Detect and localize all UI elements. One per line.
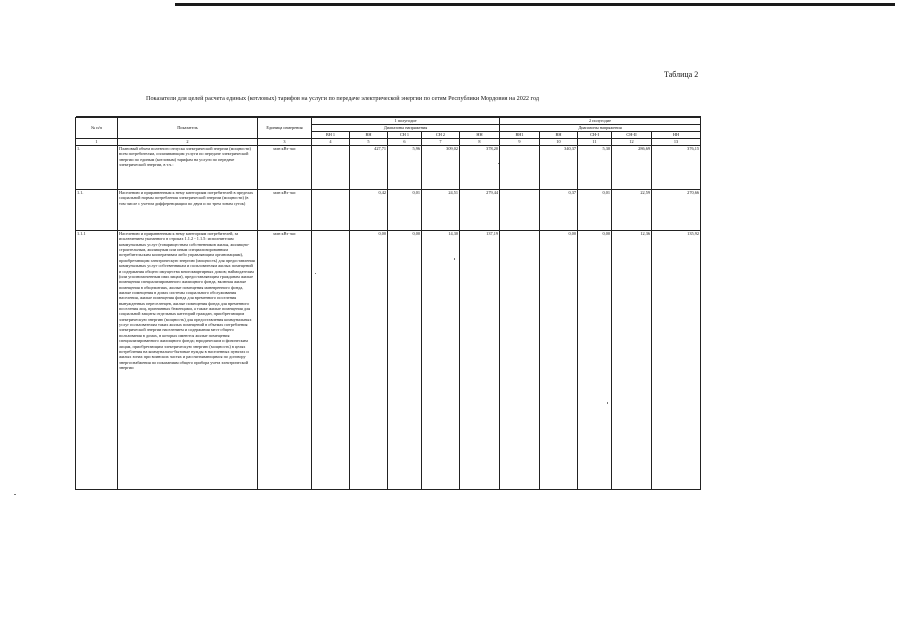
column-number: 8 xyxy=(460,139,500,146)
header-level: ВН 1 xyxy=(312,132,350,139)
value-cell: 135,92 xyxy=(652,231,701,490)
header-indicator: Показатель xyxy=(118,118,258,139)
value-cell: 0,00 xyxy=(540,231,578,490)
value-cell: 270,66 xyxy=(652,190,701,231)
table-row xyxy=(76,146,701,190)
value-cell xyxy=(500,190,540,231)
value-cell: 279,44 xyxy=(460,190,500,231)
table-number-label: Таблица 2 xyxy=(664,70,699,79)
value-cell: 376,15 xyxy=(652,146,701,190)
value-cell: 24,51 xyxy=(422,190,460,231)
row-number: 1.1. xyxy=(76,190,118,231)
column-number: 2 xyxy=(118,139,258,146)
value-cell xyxy=(312,231,350,490)
header-row-half xyxy=(76,118,701,125)
value-cell: 0,37 xyxy=(540,190,578,231)
value-cell xyxy=(500,231,540,490)
value-cell: 427,71 xyxy=(350,146,388,190)
column-number: 9 xyxy=(500,139,540,146)
column-number: 4 xyxy=(312,139,350,146)
header-unit: Единица измерения xyxy=(258,118,312,139)
value-cell: 286,69 xyxy=(612,146,652,190)
column-number: 6 xyxy=(388,139,422,146)
value-cell: 0,00 xyxy=(578,231,612,490)
header-level: НН xyxy=(652,132,701,139)
value-cell: 22,59 xyxy=(612,190,652,231)
value-cell: 309,02 xyxy=(422,146,460,190)
header-half-2: 2 полугодие xyxy=(500,118,701,125)
header-level: СН 2 xyxy=(422,132,460,139)
header-half-1: 1 полугодие xyxy=(312,118,500,125)
header-level: ВН1 xyxy=(500,132,540,139)
column-number: 11 xyxy=(578,139,612,146)
value-cell: 0,01 xyxy=(388,190,422,231)
row-unit: млн кВт·час xyxy=(258,231,312,490)
header-voltage-ranges-h1: Диапазоны напряжения xyxy=(312,125,500,132)
column-number: 10 xyxy=(540,139,578,146)
value-cell: 378,20 xyxy=(460,146,500,190)
table-row xyxy=(76,190,701,231)
scan-speck xyxy=(14,494,16,495)
row-indicator: Населению и приравненным к нему категориям потребителей в пределах социальной нормы потребления электрической энергии (мощности) (в том числе с учетом дифференциации по двум и по трем зонам суток) xyxy=(118,190,258,231)
header-level: НН xyxy=(460,132,500,139)
header-level: СН-I xyxy=(578,132,612,139)
row-unit: млн кВт·час xyxy=(258,146,312,190)
header-level: ВН xyxy=(540,132,578,139)
header-level: СН-II xyxy=(612,132,652,139)
column-number: 3 xyxy=(258,139,312,146)
row-indicator: Плановый объем полезного отпуска электрической энергии (мощности) всем потребителям, оплачивающим услуги по передаче электрической энергии по единым (котловым) тарифам на услуги по передаче электрической энергии, в т.ч.: xyxy=(118,146,258,190)
value-cell: 0,00 xyxy=(350,231,388,490)
value-cell: 0,42 xyxy=(350,190,388,231)
column-number: 12 xyxy=(612,139,652,146)
column-number: 1 xyxy=(76,139,118,146)
value-cell: 340,37 xyxy=(540,146,578,190)
value-cell: 137,19 xyxy=(460,231,500,490)
value-cell: 14,30 xyxy=(422,231,460,490)
scan-top-edge-line xyxy=(175,3,895,6)
column-number: 7 xyxy=(422,139,460,146)
value-cell: 5,96 xyxy=(388,146,422,190)
header-num: № п/п xyxy=(76,118,118,139)
header-level: СН 1 xyxy=(388,132,422,139)
row-unit: млн кВт·час xyxy=(258,190,312,231)
column-number: 5 xyxy=(350,139,388,146)
value-cell xyxy=(500,146,540,190)
value-cell: 5,30 xyxy=(578,146,612,190)
header-row-column-numbers xyxy=(76,139,701,146)
tariff-table xyxy=(75,116,701,490)
row-number: 1.1.1 xyxy=(76,231,118,490)
value-cell xyxy=(312,190,350,231)
header-level: ВН xyxy=(350,132,388,139)
row-number: 1. xyxy=(76,146,118,190)
header-voltage-ranges-h2: Диапазоны напряжения xyxy=(500,125,701,132)
value-cell: 12,36 xyxy=(612,231,652,490)
table-row xyxy=(76,231,701,490)
value-cell: 0,00 xyxy=(388,231,422,490)
column-number: 13 xyxy=(652,139,701,146)
row-indicator: Населению и приравненным к нему категориям потребителей, за исключением указанного в строках 1.1.2 - 1.1.5: исполнителям коммунальных услуг (товариществам собственников жилья, жилищно-строительным, жилищным или иным специализированным потребительским кооперативам либо управляющим организациям), приобретающим электрическую энергию (мощность) для предоставления коммунальных услуг собственникам и пользователям жилых помещений и содержания общего имущества многоквартирных домов; наймодателям (или уполномоченным ими лицам), предоставляющим гражданам жилые помещения специализированного жилищного фонда, включая жилые помещения в общежитиях, жилые помещения маневренного фонда, жилые помещения в домах системы социального обслуживания населения, жилые помещения фонда для временного поселения вынужденных переселенцев, жилые помещения фонда для временного поселения лиц, признанных беженцами, а также жилые помещения для социальной защиты отдельных категорий граждан, приобретающим электрическую энергию (мощность) для предоставления коммунальных услуг пользователям таких жилых помещений в объемах потребления электрической энергии населением и содержания мест общего пользования в домах, в которых имеются жилые помещения специализированного жилищного фонда; юридическим и физическим лицам, приобретающим электрическую энергию (мощность) в целях потребления на коммунально-бытовые нужды в населенных пунктах и жилых зонах при воинских частях и рассчитывающимся по договору энергоснабжения по показаниям общего прибора учета электрической энергии xyxy=(118,231,258,490)
value-cell xyxy=(312,146,350,190)
document-title: Показатели для целей расчета единых (котловых) тарифов на услуги по передаче электрической энергии по сетям Республики Мордовия на 2022 год xyxy=(146,95,540,102)
value-cell: 0,01 xyxy=(578,190,612,231)
